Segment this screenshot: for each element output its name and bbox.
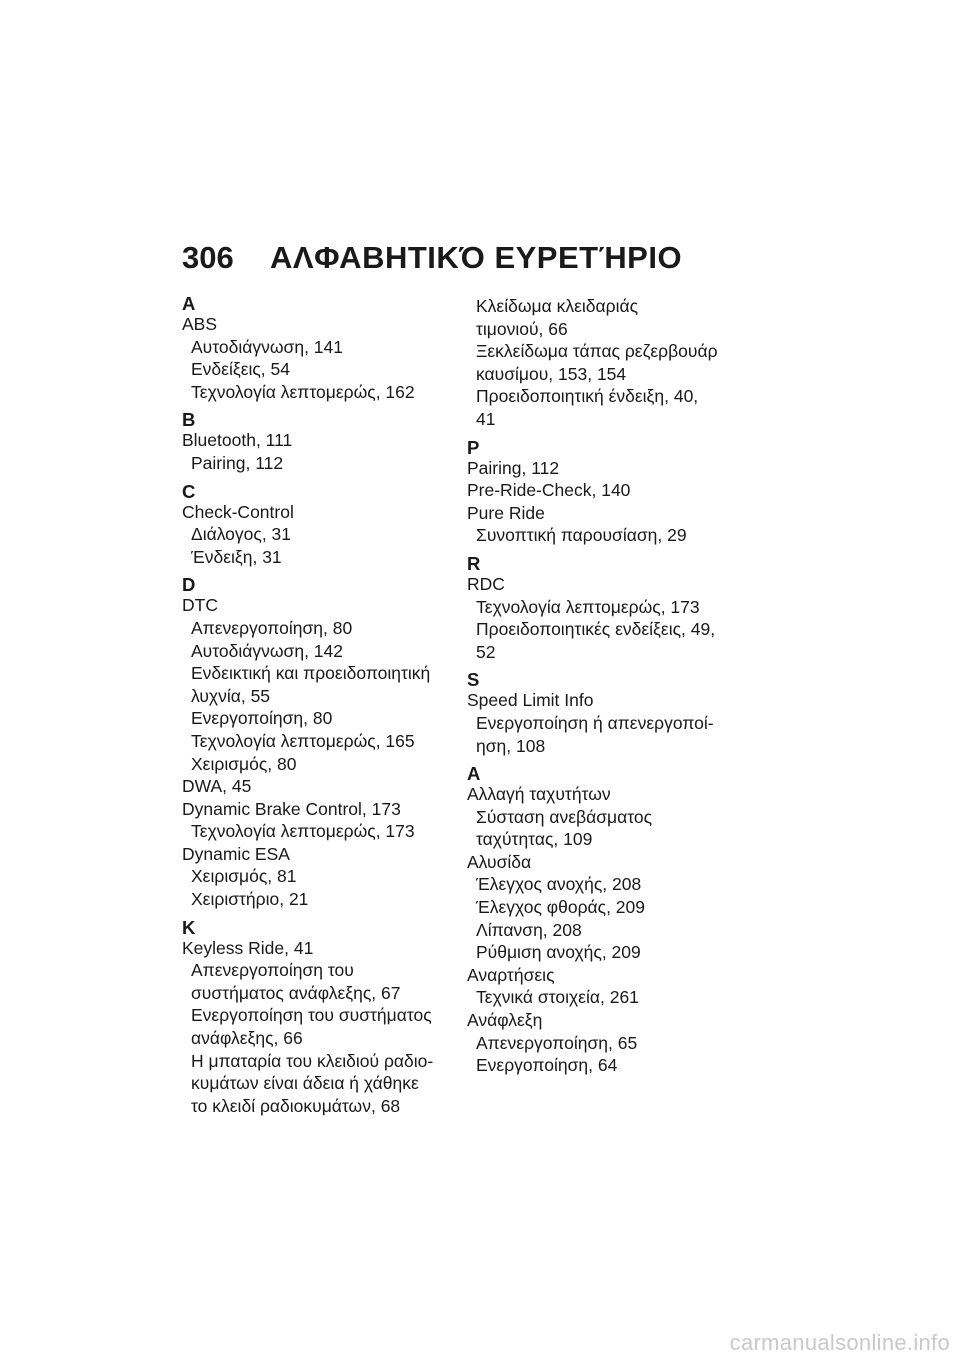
index-entry: Speed Limit Info	[467, 690, 594, 711]
index-entry: RDC	[467, 573, 505, 594]
index-letter-heading: P	[467, 436, 480, 458]
index-subentry: Ενεργοποίηση ή απενεργοποί-	[476, 712, 714, 733]
page-number: 306	[182, 240, 234, 275]
index-subentry: Αυτοδιάγνωση, 142	[191, 640, 344, 661]
index-letter-heading: K	[182, 916, 196, 938]
index-subentry: Ενδείξεις, 54	[191, 359, 291, 380]
page-title: ΑΛΦΑΒΗΤΙΚΌ ΕΥΡΕΤΉΡΙΟ	[270, 240, 683, 275]
index-subentry: Ενδεικτική και προειδοποιητική	[191, 663, 431, 684]
index-column-left	[182, 295, 452, 1117]
index-group	[467, 765, 737, 1077]
index-entry: Keyless Ride, 41	[182, 937, 314, 958]
index-entry: Αναρτήσεις	[467, 964, 555, 985]
index-subentry: Προειδοποιητική ένδειξη, 40,	[476, 386, 699, 407]
index-group	[182, 295, 452, 403]
index-subentry: Απενεργοποίηση, 80	[191, 617, 353, 638]
index-entry: Dynamic Brake Control, 173	[182, 798, 401, 819]
index-subentry: Απενεργοποίηση του	[191, 960, 354, 981]
index-subentry: Τεχνικά στοιχεία, 261	[476, 987, 639, 1008]
index-subentry: Κλείδωμα κλειδαριάς	[476, 296, 639, 316]
index-subentry: Διάλογος, 31	[191, 524, 292, 545]
index-letter-heading: B	[182, 409, 196, 431]
index-subentry: Η μπαταρία του κλειδιού ραδιο-	[191, 1050, 434, 1071]
index-subentry: Τεχνολογία λεπτομερώς, 162	[191, 381, 415, 402]
index-letter-heading: A	[182, 293, 196, 314]
index-subentry: Προειδοποιητικές ενδείξεις, 49,	[476, 619, 716, 640]
index-group	[182, 916, 452, 1118]
index-subentry: Έλεγχος ανοχής, 208	[476, 874, 642, 895]
index-subentry: ηση, 108	[476, 735, 546, 756]
index-subentry: Τεχνολογία λεπτομερώς, 173	[476, 596, 700, 617]
index-letter-heading: S	[467, 669, 480, 691]
index-entry: Bluetooth, 111	[182, 430, 293, 451]
index-subentry: Ξεκλείδωμα τάπας ρεζερβουάρ	[476, 341, 718, 362]
index-subentry: Χειρισμός, 80	[191, 753, 297, 774]
index-subentry: 52	[476, 641, 496, 662]
index-group	[467, 552, 737, 663]
index-entry: DTC	[182, 595, 218, 616]
index-subentry: Χειριστήριο, 21	[191, 889, 309, 910]
index-group	[467, 671, 737, 757]
index-entry: Pairing, 112	[467, 457, 560, 478]
index-subentry: συστήματος ανάφλεξης, 67	[191, 982, 401, 1003]
index-subentry: Χειρισμός, 81	[191, 866, 297, 887]
index-entry: Dynamic ESA	[182, 843, 290, 864]
index-column-right	[467, 295, 737, 1077]
index-subentry: Τεχνολογία λεπτομερώς, 165	[191, 730, 415, 751]
index-group	[467, 295, 737, 431]
page-header	[182, 240, 682, 280]
index-entry: Ανάφλεξη	[467, 1010, 543, 1031]
index-entry: ABS	[182, 314, 218, 334]
index-subentry: λυχνία, 55	[191, 685, 271, 706]
index-subentry: Ενεργοποίηση, 64	[476, 1055, 618, 1076]
index-entry: Αλλαγή ταχυτήτων	[467, 784, 611, 805]
index-letter-heading: Α	[467, 763, 481, 785]
index-entry: Pure Ride	[467, 502, 545, 523]
index-subentry: Ενεργοποίηση του συστήματος	[191, 1005, 432, 1026]
index-subentry: Απενεργοποίηση, 65	[476, 1032, 638, 1053]
index-subentry: Pairing, 112	[191, 452, 284, 473]
index-subentry: Αυτοδιάγνωση, 141	[191, 336, 344, 357]
index-subentry: ανάφλεξης, 66	[191, 1028, 303, 1049]
index-subentry: Ένδειξη, 31	[191, 546, 282, 567]
index-entry: Pre-Ride-Check, 140	[467, 480, 631, 501]
index-subentry: Τεχνολογία λεπτομερώς, 173	[191, 821, 415, 842]
index-group	[467, 436, 737, 547]
index-subentry: το κλειδί ραδιοκυμάτων, 68	[191, 1095, 401, 1116]
index-subentry: τιμονιού, 66	[476, 318, 568, 339]
index-subentry: καυσίμου, 153, 154	[476, 363, 627, 384]
index-subentry: Έλεγχος φθοράς, 209	[476, 897, 646, 918]
index-subentry: ταχύτητας, 109	[476, 829, 593, 850]
index-entry: DWA, 45	[182, 776, 252, 797]
index-subentry: Σύσταση ανεβάσματος	[476, 806, 653, 827]
index-subentry: Λίπανση, 208	[476, 919, 582, 940]
index-subentry: 41	[476, 408, 496, 429]
index-subentry: κυμάτων είναι άδεια ή χάθηκε	[191, 1073, 419, 1094]
index-letter-heading: D	[182, 574, 196, 596]
index-subentry: Ρύθμιση ανοχής, 209	[476, 942, 641, 963]
index-group	[182, 576, 452, 910]
index-entry: Check-Control	[182, 501, 294, 522]
index-group	[182, 480, 452, 569]
index-letter-heading: R	[467, 552, 481, 574]
index-subentry: Συνοπτική παρουσίαση, 29	[476, 525, 687, 546]
index-group	[182, 411, 452, 474]
index-letter-heading: C	[182, 480, 196, 502]
index-subentry: Ενεργοποίηση, 80	[191, 708, 333, 729]
index-entry: Αλυσίδα	[467, 851, 532, 872]
watermark: carmanualsonline.info	[729, 1330, 950, 1355]
